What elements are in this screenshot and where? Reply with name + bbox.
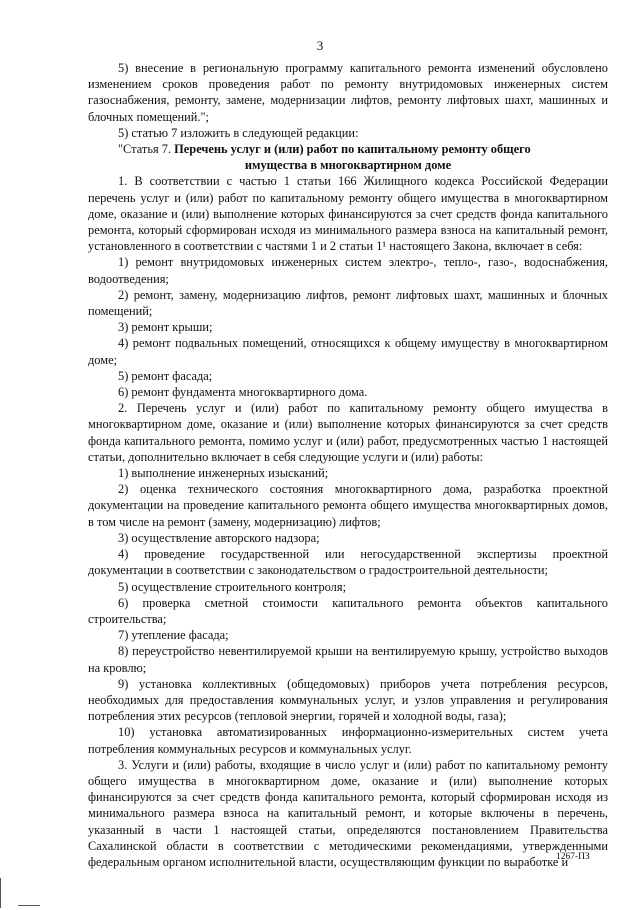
article-heading xyxy=(88,141,608,157)
page-number: 3 xyxy=(316,38,324,53)
list-item: 2) ремонт, замену, модернизацию лифтов, ремонт лифтовых шахт, машинных и блочных помещений; xyxy=(88,287,608,319)
article-part-1: 1. В соответствии с частью 1 статьи 166 Жилищного кодекса Российской Федерации перечень услуг и (или) работ по капитальному ремонту общего имущества в многоквартирном доме, оказание и (или) выполнение которых финансируются за счет средств фонда капитального ремонта, который сформирован исходя из минимального размера взноса на капитальный ремонт, установленного в соответствии с частями 1 и 2 статьи 1¹ настоящего Закона, включает в себя: xyxy=(88,174,608,254)
paragraph-article-7-intro: 5) статью 7 изложить в следующей редакции: xyxy=(118,125,359,140)
document-body xyxy=(88,60,608,870)
list-item: 5) осуществление строительного контроля; xyxy=(118,579,347,594)
list-item: 4) проведение государственной или негосударственной экспертизы проектной документации в соответствии с законодательством о градостроительной деятельности; xyxy=(88,547,608,578)
scan-artifact xyxy=(0,878,1,908)
list-item: 3) ремонт крыши; xyxy=(118,320,213,335)
list-item: 3) осуществление авторского надзора; xyxy=(118,530,320,545)
article-part-2: 2. Перечень услуг и (или) работ по капитальному ремонту общего имущества в многоквартирном доме, оказание и (или) выполнение которых финансируются за счет средств фонда капитального ремонта, помимо услуг и (или) работ, предусмотренных частью 1 настоящей статьи, дополнительно включает в себя следующие услуги и (или) работы: xyxy=(88,401,608,464)
paragraph-amendment-5: 5) внесение в региональную программу капитального ремонта изменений обусловлено изменением сроков проведения работ по ремонту внутридомовых инженерных систем газоснабжения, ремонту, замене, модернизации лифтов, ремонту лифтовых шахт, машинных и блочных помещений."; xyxy=(88,61,608,124)
list-item: 4) ремонт подвальных помещений, относящихся к общему имуществу в многоквартирном доме; xyxy=(88,336,608,367)
article-heading-prefix: "Статья 7. xyxy=(118,142,172,157)
list-item: 9) установка коллективных (общедомовых) приборов учета потребления ресурсов, необходимых для предоставления коммунальных услуг, и узлов управления и регулирования потребления этих ресурсов (тепловой энергии, горячей и холодной воды, газа); xyxy=(88,676,608,724)
list-item: 1) выполнение инженерных изысканий; xyxy=(118,466,329,481)
list-item: 6) проверка сметной стоимости капитального ремонта объектов капитального строительства; xyxy=(88,595,608,626)
list-item: 5) ремонт фасада; xyxy=(118,368,213,383)
article-part-3: 3. Услуги и (или) работы, входящие в число услуг и (или) работ по капитальному ремонту общего имущества в многоквартирном доме, оказание и (или) выполнение которых финансируются за счет средств фонда капитального ремонта, который сформирован исходя из минимального размера взноса на капитальный ремонт, и которые включены в перечень, указанный в части 1 настоящей статьи, определяются постановлением Правительства Сахалинской области в соответствии с методическими рекомендациями, утвержденными федеральным органом исполнительной власти, осуществляющим функции по выработке и xyxy=(88,757,608,869)
article-heading-title: Перечень услуг и (или) работ по капитальному ремонту общего xyxy=(174,142,531,157)
list-item: 10) установка автоматизированных информационно-измерительных систем учета потребления коммунальных ресурсов и коммунальных услуг. xyxy=(88,725,608,756)
list-item: 7) утепление фасада; xyxy=(118,628,229,643)
list-item: 2) оценка технического состояния многоквартирного дома, разработка проектной документации на проведение капитального ремонта общего имущества многоквартирных домов, в том числе на ремонт (замену, модернизацию) лифтов; xyxy=(88,482,608,529)
document-code: 1267-ПЗ xyxy=(556,852,590,862)
article-heading-title-cont: имущества в многоквартирном доме xyxy=(244,158,452,173)
list-item: 1) ремонт внутридомовых инженерных систем электро-, тепло-, газо-, водоснабжения, водоотведения; xyxy=(88,255,608,286)
list-item: 8) переустройство невентилируемой крыши на вентилируемую крышу, устройство выходов на кровлю; xyxy=(88,644,608,675)
scan-artifact xyxy=(18,905,40,906)
list-item: 6) ремонт фундамента многоквартирного дома. xyxy=(118,385,368,400)
